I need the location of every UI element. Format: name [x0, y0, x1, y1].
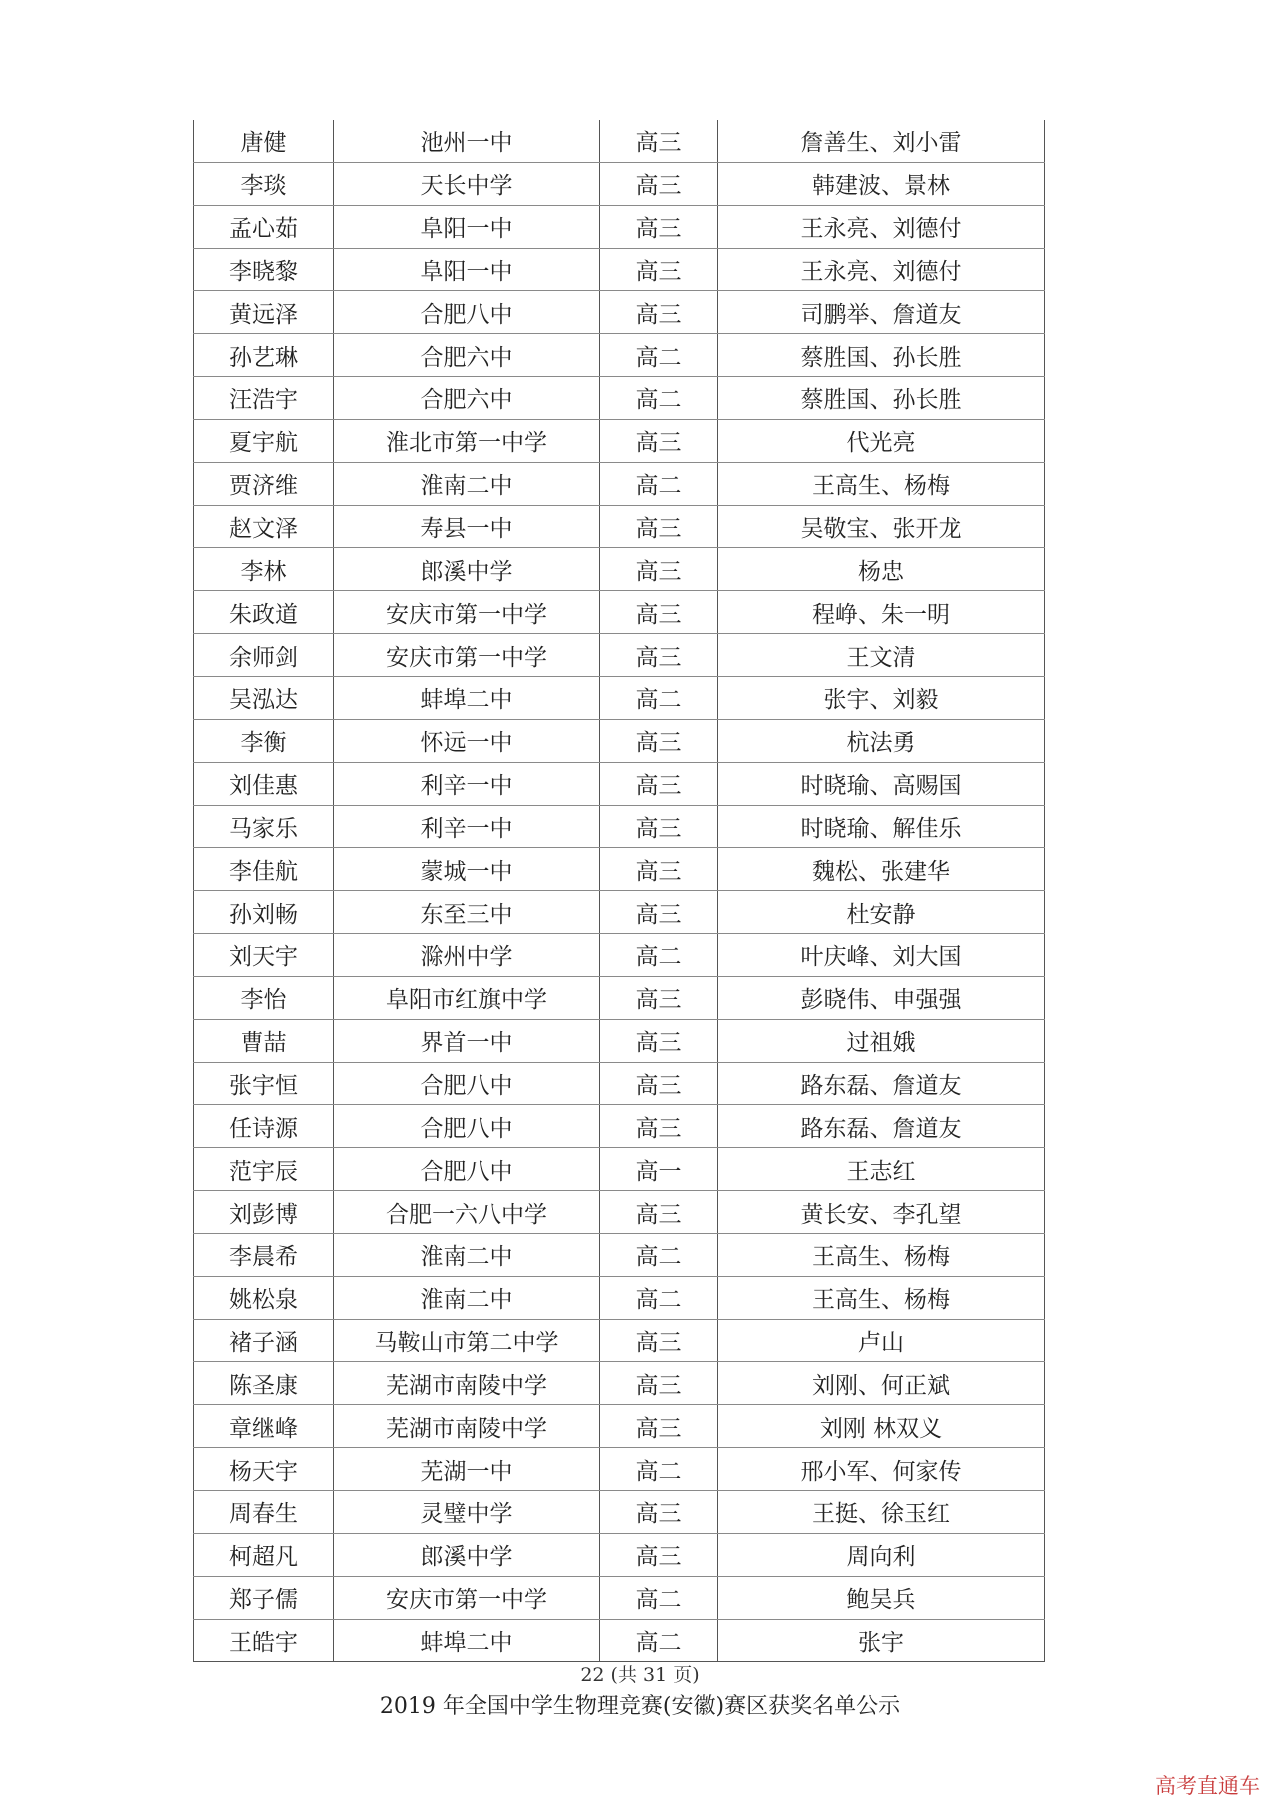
- school-cell: 怀远一中: [334, 719, 600, 762]
- school-cell: 安庆市第一中学: [334, 1576, 600, 1619]
- watermark-logo: 高考直通车: [1155, 1774, 1260, 1798]
- student-name-cell: 孟心茹: [194, 205, 334, 248]
- teacher-cell: 王志红: [718, 1148, 1045, 1191]
- school-cell: 寿县一中: [334, 505, 600, 548]
- student-name-cell: 唐健: [194, 120, 334, 162]
- document-title: 2019 年全国中学生物理竞赛(安徽)赛区获奖名单公示: [379, 1694, 901, 1719]
- teacher-cell: 鲍吴兵: [718, 1576, 1045, 1619]
- grade-cell: 高三: [600, 505, 718, 548]
- student-name-cell: 柯超凡: [194, 1533, 334, 1576]
- teacher-cell: 卢山: [718, 1319, 1045, 1362]
- table-row: [194, 762, 1045, 805]
- school-cell: 马鞍山市第二中学: [334, 1319, 600, 1362]
- teacher-cell: 叶庆峰、刘大国: [718, 934, 1045, 977]
- student-name-cell: 吴泓达: [194, 676, 334, 719]
- table-row: [194, 1405, 1045, 1448]
- grade-cell: 高二: [600, 1619, 718, 1662]
- student-name-cell: 李衡: [194, 719, 334, 762]
- teacher-cell: 程峥、朱一明: [718, 591, 1045, 634]
- student-name-cell: 余师剑: [194, 634, 334, 677]
- school-cell: 淮南二中: [334, 1276, 600, 1319]
- grade-cell: 高三: [600, 205, 718, 248]
- grade-cell: 高三: [600, 248, 718, 291]
- page-number: 22 (共 31 页): [580, 1664, 700, 1686]
- school-cell: 淮南二中: [334, 1233, 600, 1276]
- student-name-cell: 张宇恒: [194, 1062, 334, 1105]
- grade-cell: 高三: [600, 591, 718, 634]
- student-name-cell: 杨天宇: [194, 1448, 334, 1491]
- table-row: [194, 162, 1045, 205]
- table-row: [194, 1491, 1045, 1534]
- school-cell: 合肥八中: [334, 1062, 600, 1105]
- student-name-cell: 朱政道: [194, 591, 334, 634]
- table-row: [194, 1148, 1045, 1191]
- grade-cell: 高三: [600, 762, 718, 805]
- teacher-cell: 彭晓伟、申强强: [718, 976, 1045, 1019]
- student-name-cell: 王皓宇: [194, 1619, 334, 1662]
- grade-cell: 高二: [600, 1276, 718, 1319]
- table-row: [194, 419, 1045, 462]
- grade-cell: 高三: [600, 1491, 718, 1534]
- teacher-cell: 邢小军、何家传: [718, 1448, 1045, 1491]
- student-name-cell: 李晓黎: [194, 248, 334, 291]
- grade-cell: 高三: [600, 719, 718, 762]
- grade-cell: 高一: [600, 1148, 718, 1191]
- teacher-cell: 王挺、徐玉红: [718, 1491, 1045, 1534]
- table-row: [194, 1319, 1045, 1362]
- school-cell: 芜湖市南陵中学: [334, 1405, 600, 1448]
- grade-cell: 高三: [600, 1405, 718, 1448]
- table-row: [194, 1362, 1045, 1405]
- school-cell: 合肥六中: [334, 377, 600, 420]
- table-row: [194, 120, 1045, 162]
- table-row: [194, 719, 1045, 762]
- table-row: [194, 505, 1045, 548]
- school-cell: 淮北市第一中学: [334, 419, 600, 462]
- table-row: [194, 805, 1045, 848]
- grade-cell: 高三: [600, 419, 718, 462]
- table-row: [194, 848, 1045, 891]
- school-cell: 淮南二中: [334, 462, 600, 505]
- student-name-cell: 周春生: [194, 1491, 334, 1534]
- teacher-cell: 魏松、张建华: [718, 848, 1045, 891]
- table-row: [194, 1619, 1045, 1662]
- school-cell: 安庆市第一中学: [334, 591, 600, 634]
- school-cell: 阜阳一中: [334, 248, 600, 291]
- table-row: [194, 676, 1045, 719]
- table-row: [194, 377, 1045, 420]
- grade-cell: 高三: [600, 162, 718, 205]
- school-cell: 灵璧中学: [334, 1491, 600, 1534]
- student-name-cell: 赵文泽: [194, 505, 334, 548]
- table-row: [194, 934, 1045, 977]
- school-cell: 合肥一六八中学: [334, 1191, 600, 1234]
- student-name-cell: 马家乐: [194, 805, 334, 848]
- school-cell: 合肥八中: [334, 291, 600, 334]
- teacher-cell: 王永亮、刘德付: [718, 205, 1045, 248]
- school-cell: 阜阳一中: [334, 205, 600, 248]
- student-name-cell: 李怡: [194, 976, 334, 1019]
- teacher-cell: 杜安静: [718, 891, 1045, 934]
- teacher-cell: 吴敬宝、张开龙: [718, 505, 1045, 548]
- grade-cell: 高三: [600, 848, 718, 891]
- teacher-cell: 蔡胜国、孙长胜: [718, 334, 1045, 377]
- student-name-cell: 夏宇航: [194, 419, 334, 462]
- grade-cell: 高二: [600, 462, 718, 505]
- table-row: [194, 548, 1045, 591]
- teacher-cell: 刘刚 林双义: [718, 1405, 1045, 1448]
- table-row: [194, 334, 1045, 377]
- teacher-cell: 司鹏举、詹道友: [718, 291, 1045, 334]
- school-cell: 阜阳市红旗中学: [334, 976, 600, 1019]
- teacher-cell: 王高生、杨梅: [718, 1276, 1045, 1319]
- teacher-cell: 时晓瑜、解佳乐: [718, 805, 1045, 848]
- teacher-cell: 王文清: [718, 634, 1045, 677]
- grade-cell: 高三: [600, 805, 718, 848]
- grade-cell: 高二: [600, 934, 718, 977]
- grade-cell: 高二: [600, 377, 718, 420]
- student-name-cell: 曹喆: [194, 1019, 334, 1062]
- grade-cell: 高三: [600, 548, 718, 591]
- student-name-cell: 褚子涵: [194, 1319, 334, 1362]
- school-cell: 利辛一中: [334, 762, 600, 805]
- table-row: [194, 1533, 1045, 1576]
- table-row: [194, 1448, 1045, 1491]
- teacher-cell: 韩建波、景林: [718, 162, 1045, 205]
- grade-cell: 高三: [600, 976, 718, 1019]
- grade-cell: 高二: [600, 1448, 718, 1491]
- school-cell: 利辛一中: [334, 805, 600, 848]
- teacher-cell: 詹善生、刘小雷: [718, 120, 1045, 162]
- teacher-cell: 王高生、杨梅: [718, 462, 1045, 505]
- school-cell: 芜湖一中: [334, 1448, 600, 1491]
- table-row: [194, 1233, 1045, 1276]
- school-cell: 郎溪中学: [334, 548, 600, 591]
- school-cell: 东至三中: [334, 891, 600, 934]
- table-row: [194, 205, 1045, 248]
- table-row: [194, 1019, 1045, 1062]
- table-row: [194, 591, 1045, 634]
- teacher-cell: 杨忠: [718, 548, 1045, 591]
- student-name-cell: 章继峰: [194, 1405, 334, 1448]
- grade-cell: 高三: [600, 1062, 718, 1105]
- grade-cell: 高三: [600, 634, 718, 677]
- table-row: [194, 976, 1045, 1019]
- teacher-cell: 路东磊、詹道友: [718, 1062, 1045, 1105]
- teacher-cell: 过祖娥: [718, 1019, 1045, 1062]
- school-cell: 合肥八中: [334, 1148, 600, 1191]
- student-name-cell: 刘佳惠: [194, 762, 334, 805]
- grade-cell: 高三: [600, 291, 718, 334]
- school-cell: 合肥八中: [334, 1105, 600, 1148]
- teacher-cell: 代光亮: [718, 419, 1045, 462]
- school-cell: 蚌埠二中: [334, 1619, 600, 1662]
- table-row: [194, 891, 1045, 934]
- student-name-cell: 孙刘畅: [194, 891, 334, 934]
- student-name-cell: 刘天宇: [194, 934, 334, 977]
- table-row: [194, 1191, 1045, 1234]
- teacher-cell: 王永亮、刘德付: [718, 248, 1045, 291]
- table-row: [194, 1576, 1045, 1619]
- school-cell: 郎溪中学: [334, 1533, 600, 1576]
- table-row: [194, 291, 1045, 334]
- award-table: [193, 120, 1045, 1662]
- teacher-cell: 蔡胜国、孙长胜: [718, 377, 1045, 420]
- teacher-cell: 黄长安、李孔望: [718, 1191, 1045, 1234]
- student-name-cell: 李林: [194, 548, 334, 591]
- grade-cell: 高二: [600, 1233, 718, 1276]
- teacher-cell: 刘刚、何正斌: [718, 1362, 1045, 1405]
- school-cell: 蚌埠二中: [334, 676, 600, 719]
- school-cell: 合肥六中: [334, 334, 600, 377]
- student-name-cell: 汪浩宇: [194, 377, 334, 420]
- teacher-cell: 张宇、刘毅: [718, 676, 1045, 719]
- grade-cell: 高三: [600, 1533, 718, 1576]
- student-name-cell: 刘彭博: [194, 1191, 334, 1234]
- table-row: [194, 634, 1045, 677]
- table-row: [194, 248, 1045, 291]
- student-name-cell: 孙艺琳: [194, 334, 334, 377]
- student-name-cell: 范宇辰: [194, 1148, 334, 1191]
- student-name-cell: 郑子儒: [194, 1576, 334, 1619]
- student-name-cell: 李琰: [194, 162, 334, 205]
- teacher-cell: 杭法勇: [718, 719, 1045, 762]
- school-cell: 池州一中: [334, 120, 600, 162]
- school-cell: 芜湖市南陵中学: [334, 1362, 600, 1405]
- grade-cell: 高三: [600, 1362, 718, 1405]
- school-cell: 蒙城一中: [334, 848, 600, 891]
- school-cell: 滁州中学: [334, 934, 600, 977]
- table-row: [194, 462, 1045, 505]
- teacher-cell: 王高生、杨梅: [718, 1233, 1045, 1276]
- teacher-cell: 周向利: [718, 1533, 1045, 1576]
- grade-cell: 高三: [600, 891, 718, 934]
- school-cell: 天长中学: [334, 162, 600, 205]
- table-row: [194, 1276, 1045, 1319]
- grade-cell: 高二: [600, 1576, 718, 1619]
- grade-cell: 高三: [600, 120, 718, 162]
- student-name-cell: 黄远泽: [194, 291, 334, 334]
- grade-cell: 高三: [600, 1019, 718, 1062]
- student-name-cell: 李晨希: [194, 1233, 334, 1276]
- school-cell: 界首一中: [334, 1019, 600, 1062]
- teacher-cell: 张宇: [718, 1619, 1045, 1662]
- student-name-cell: 姚松泉: [194, 1276, 334, 1319]
- grade-cell: 高二: [600, 334, 718, 377]
- student-name-cell: 李佳航: [194, 848, 334, 891]
- teacher-cell: 路东磊、詹道友: [718, 1105, 1045, 1148]
- grade-cell: 高三: [600, 1191, 718, 1234]
- teacher-cell: 时晓瑜、高赐国: [718, 762, 1045, 805]
- student-name-cell: 贾济维: [194, 462, 334, 505]
- grade-cell: 高三: [600, 1319, 718, 1362]
- student-name-cell: 任诗源: [194, 1105, 334, 1148]
- school-cell: 安庆市第一中学: [334, 634, 600, 677]
- grade-cell: 高二: [600, 676, 718, 719]
- grade-cell: 高三: [600, 1105, 718, 1148]
- table-row: [194, 1105, 1045, 1148]
- table-row: [194, 1062, 1045, 1105]
- student-name-cell: 陈圣康: [194, 1362, 334, 1405]
- award-table-body: [194, 120, 1045, 1662]
